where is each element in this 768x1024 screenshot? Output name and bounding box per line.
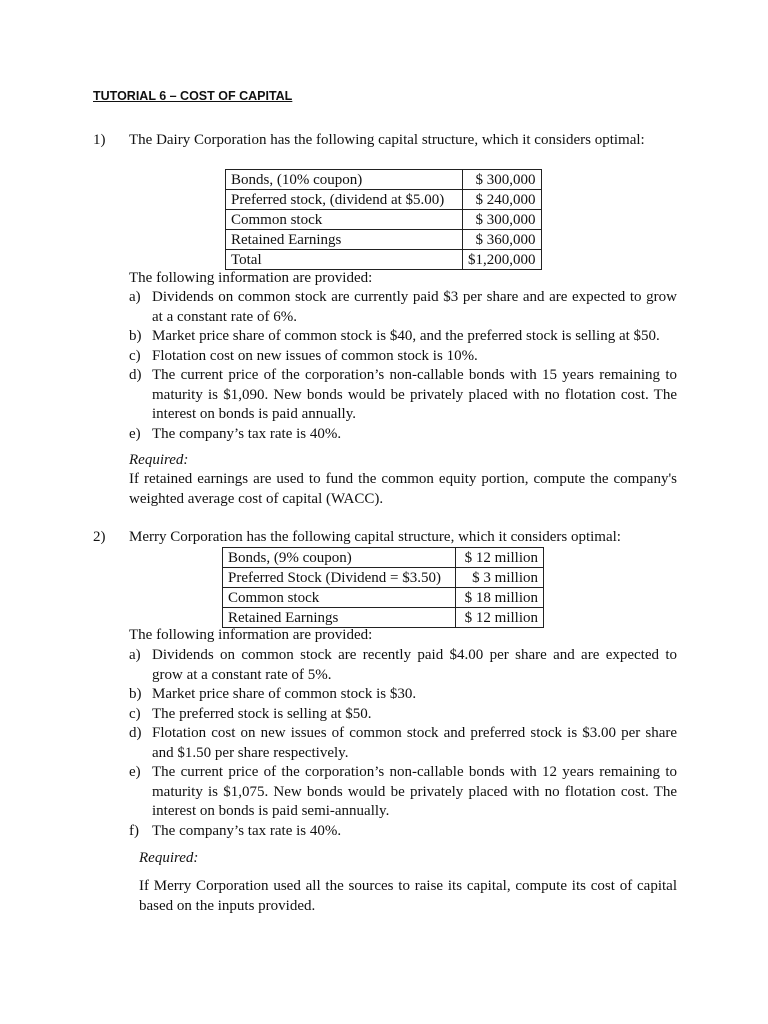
table-cell-amount: $ 300,000 (463, 210, 542, 230)
item-text: The company’s tax rate is 40%. (152, 425, 342, 442)
item-text: The company’s tax rate is 40%. (152, 822, 342, 839)
page-title: TUTORIAL 6 – COST OF CAPITAL (93, 89, 293, 103)
capital-structure-table-2 (222, 547, 544, 628)
list-item (129, 822, 677, 842)
question-1-number: 1) (93, 132, 106, 148)
table-cell-amount: $ 12 million (456, 608, 544, 628)
question-1-required-text: If retained earnings are used to fund the common equity portion, compute the company's weighted average cost of capital (WACC). (129, 471, 677, 507)
table-cell-amount: $ 3 million (456, 568, 544, 588)
table-row (223, 548, 544, 568)
list-item (129, 685, 677, 705)
table-row (226, 250, 542, 270)
item-text: Flotation cost on new issues of common stock and preferred stock is $3.00 per share and $1.50 per share respectively. (152, 725, 677, 761)
item-label: f) (129, 822, 139, 839)
table-cell-label: Preferred Stock (Dividend = $3.50) (223, 568, 456, 588)
table-cell-label: Retained Earnings (226, 230, 463, 250)
question-2-required-label: Required: (139, 850, 199, 866)
list-item (129, 705, 677, 725)
item-text: Market price share of common stock is $40, and the preferred stock is selling at $50. (152, 328, 660, 344)
list-item (129, 763, 677, 822)
item-label: b) (129, 328, 142, 344)
table-cell-label: Preferred stock, (dividend at $5.00) (226, 190, 463, 210)
question-1-items (129, 288, 677, 444)
item-label: d) (129, 725, 142, 741)
table-row (223, 608, 544, 628)
question-2-intro: The following information are provided: (129, 627, 373, 643)
list-item (129, 288, 677, 327)
list-item (129, 724, 677, 763)
table-cell-amount: $ 360,000 (463, 230, 542, 250)
question-2-required-text: If Merry Corporation used all the sources to raise its capital, compute its cost of capital based on the inputs provided. (139, 878, 677, 914)
list-item (129, 366, 677, 425)
table-cell-label: Common stock (223, 588, 456, 608)
item-label: a) (129, 289, 141, 305)
table-cell-amount: $ 12 million (456, 548, 544, 568)
item-text: Dividends on common stock are recently paid $4.00 per share and are expected to grow at a constant rate of 5%. (152, 647, 677, 683)
table-cell-label: Bonds, (9% coupon) (223, 548, 456, 568)
item-text: Flotation cost on new issues of common stock is 10%. (152, 347, 478, 364)
table-cell-label: Common stock (226, 210, 463, 230)
item-text: The preferred stock is selling at $50. (152, 705, 372, 722)
item-label: e) (129, 764, 141, 780)
item-label: a) (129, 647, 141, 663)
table-row (226, 190, 542, 210)
table-cell-label: Bonds, (10% coupon) (226, 170, 463, 190)
question-1-intro: The following information are provided: (129, 270, 373, 286)
item-label: c) (129, 347, 141, 364)
question-1-text: The Dairy Corporation has the following capital structure, which it considers optimal: (129, 132, 645, 148)
question-2-number: 2) (93, 529, 106, 545)
table-row (226, 170, 542, 190)
table-row (226, 210, 542, 230)
table-cell-label: Retained Earnings (223, 608, 456, 628)
table-cell-amount: $1,200,000 (463, 250, 542, 270)
table-row (226, 230, 542, 250)
item-text: The current price of the corporation’s non-callable bonds with 12 years remaining to maturity is $1,075. New bonds would be privately placed with no flotation cost. The interest on bonds is paid semi-annually. (152, 764, 677, 819)
item-text: Dividends on common stock are currently paid $3 per share and are expected to grow at a constant rate of 6%. (152, 289, 677, 325)
table-cell-label: Total (226, 250, 463, 270)
table-row (223, 568, 544, 588)
table-row (223, 588, 544, 608)
item-text: The current price of the corporation’s non-callable bonds with 15 years remaining to maturity is $1,090. New bonds would be privately placed with no flotation cost. The interest on bonds is paid annually. (152, 367, 677, 422)
capital-structure-table-1 (225, 169, 542, 270)
item-label: b) (129, 686, 142, 702)
question-1-required-label: Required: (129, 452, 189, 468)
item-label: d) (129, 367, 142, 383)
question-2-text: Merry Corporation has the following capital structure, which it considers optimal: (129, 529, 621, 545)
item-label: c) (129, 705, 141, 722)
list-item (129, 646, 677, 685)
question-2-items (129, 646, 677, 841)
table-cell-amount: $ 18 million (456, 588, 544, 608)
item-text: Market price share of common stock is $30. (152, 686, 417, 702)
item-label: e) (129, 425, 141, 442)
table-cell-amount: $ 240,000 (463, 190, 542, 210)
list-item (129, 327, 677, 347)
list-item (129, 347, 677, 367)
list-item (129, 425, 677, 445)
table-cell-amount: $ 300,000 (463, 170, 542, 190)
